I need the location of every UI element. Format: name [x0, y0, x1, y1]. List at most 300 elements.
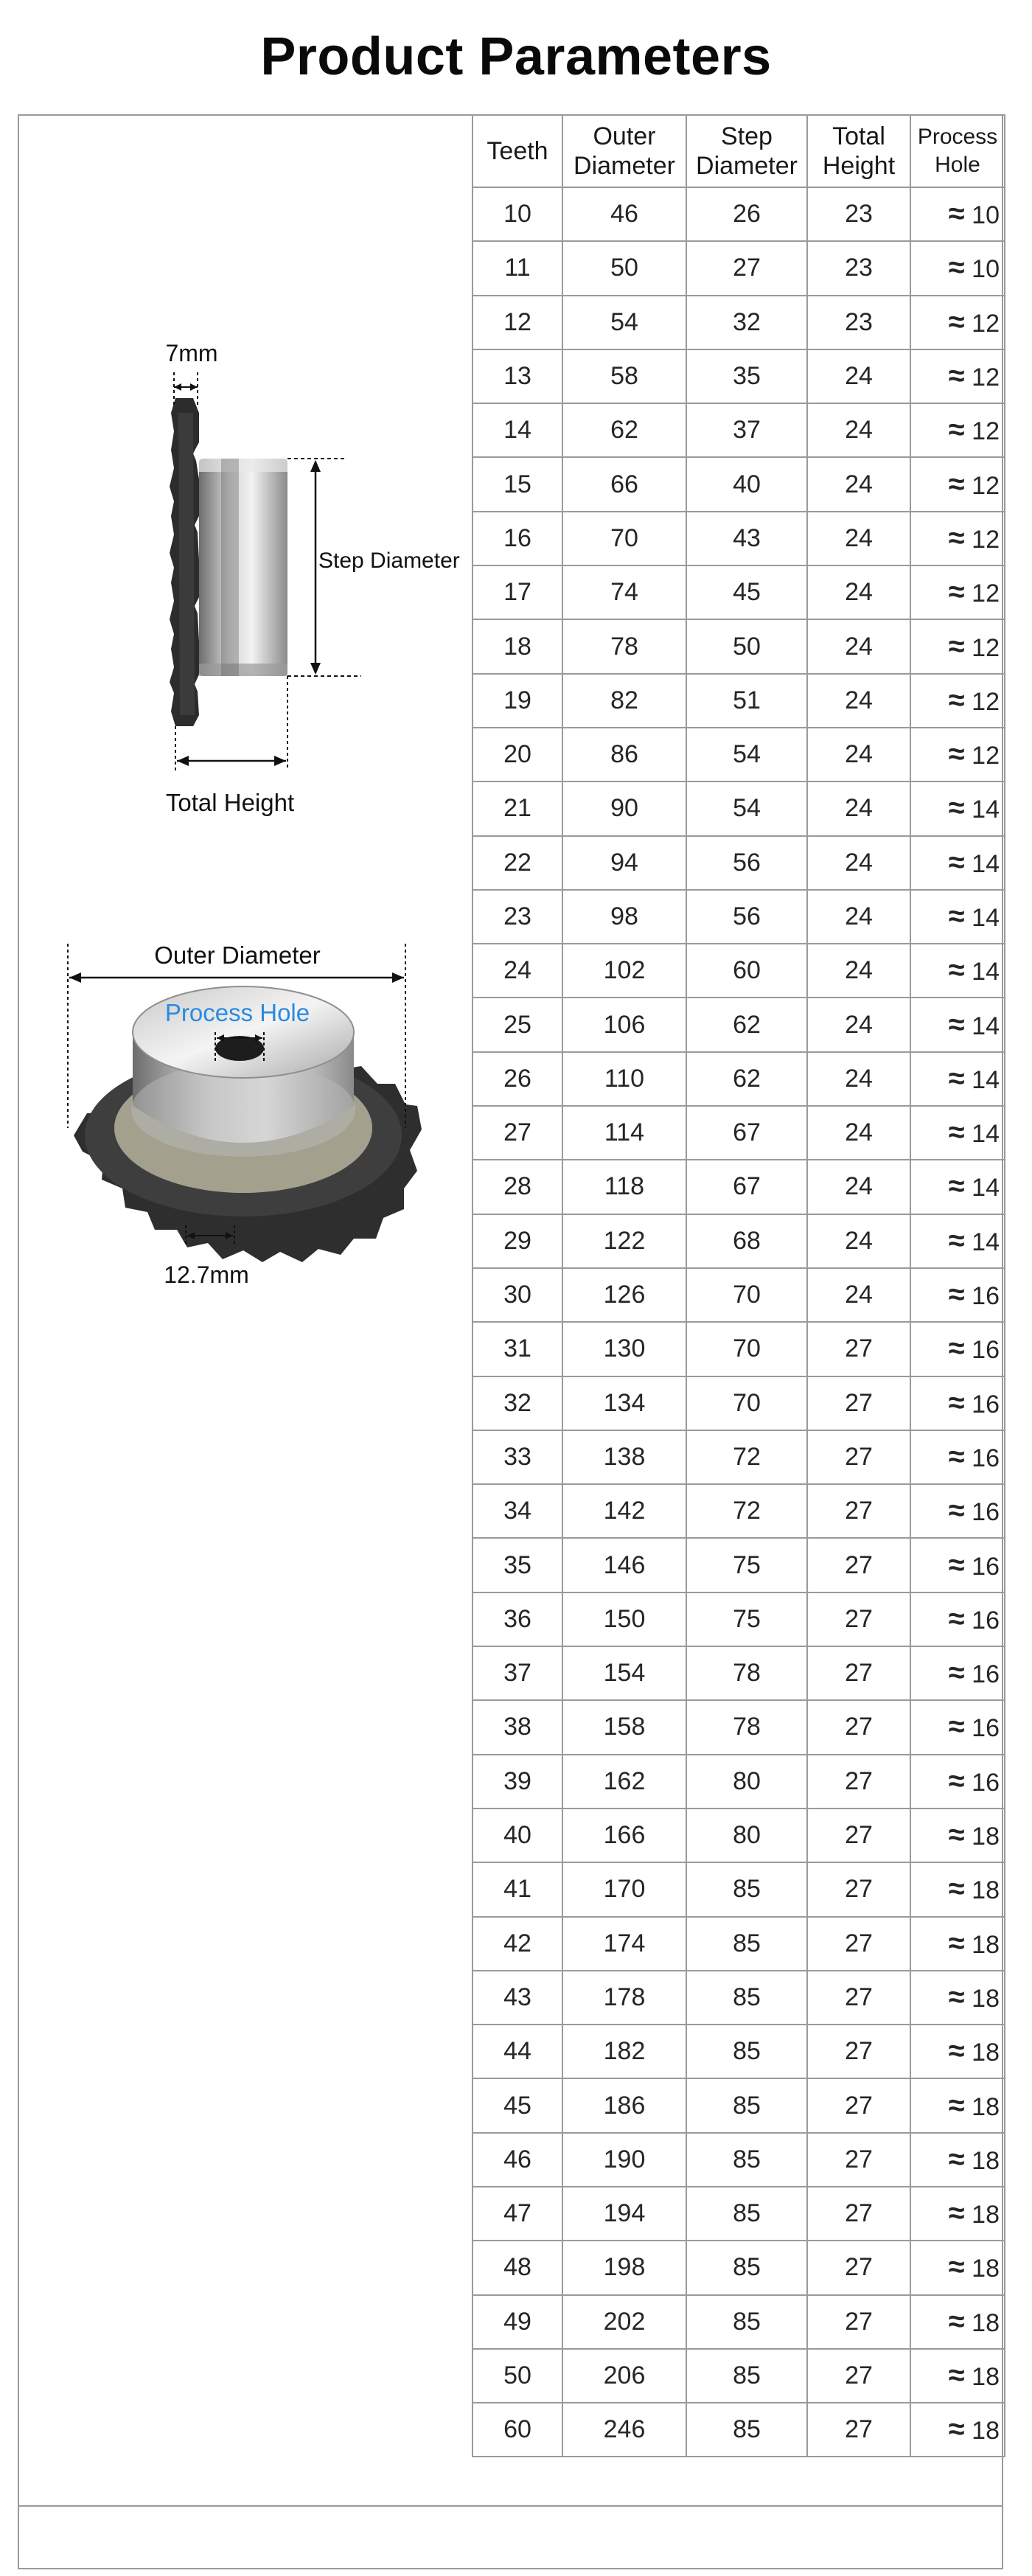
approx-symbol: ≈	[948, 1332, 965, 1365]
table-row	[473, 836, 1005, 890]
process-hole-value: 14	[972, 796, 1000, 824]
cell-step-diameter: 62	[686, 998, 807, 1051]
cell-step-diameter: 80	[686, 1809, 807, 1862]
cell-step-diameter: 56	[686, 890, 807, 944]
cell-outer-diameter: 142	[562, 1484, 686, 1538]
table-row	[473, 1268, 1005, 1322]
cell-outer-diameter: 54	[562, 296, 686, 349]
cell-outer-diameter: 130	[562, 1322, 686, 1376]
cell-process-hole	[910, 187, 1005, 241]
process-hole-value: 18	[972, 2039, 1000, 2067]
cell-teeth: 10	[473, 187, 562, 241]
approx-symbol: ≈	[948, 2035, 965, 2068]
process-hole-value: 16	[972, 1606, 1000, 1635]
cell-process-hole	[910, 2078, 1005, 2132]
cell-outer-diameter: 46	[562, 187, 686, 241]
cell-outer-diameter: 158	[562, 1700, 686, 1754]
cell-teeth: 30	[473, 1268, 562, 1322]
process-hole-value: 18	[972, 1823, 1000, 1851]
table-row	[473, 2133, 1005, 2187]
cell-process-hole	[910, 2133, 1005, 2187]
process-hole-value: 14	[972, 1012, 1000, 1040]
process-hole-value: 12	[972, 742, 1000, 770]
cell-outer-diameter: 246	[562, 2403, 686, 2457]
table-row	[473, 1592, 1005, 1646]
cell-outer-diameter: 58	[562, 349, 686, 403]
table-row	[473, 1160, 1005, 1214]
cell-step-diameter: 32	[686, 296, 807, 349]
cell-step-diameter: 50	[686, 619, 807, 673]
cell-process-hole	[910, 403, 1005, 457]
approx-symbol: ≈	[948, 467, 965, 501]
process-hole-value: 16	[972, 1336, 1000, 1365]
outer-diameter-label: Outer Diameter	[154, 941, 321, 969]
process-hole-value: 10	[972, 201, 1000, 230]
approx-symbol: ≈	[948, 2359, 965, 2392]
cell-total-height: 24	[807, 349, 910, 403]
cell-step-diameter: 45	[686, 565, 807, 619]
table-row	[473, 241, 1005, 295]
cell-teeth: 39	[473, 1755, 562, 1809]
table-row	[473, 728, 1005, 781]
cell-process-hole	[910, 728, 1005, 781]
cell-process-hole	[910, 2241, 1005, 2294]
cell-total-height: 27	[807, 2349, 910, 2403]
approx-symbol: ≈	[948, 792, 965, 825]
approx-symbol: ≈	[948, 630, 965, 663]
cell-total-height: 27	[807, 1700, 910, 1754]
cell-step-diameter: 70	[686, 1322, 807, 1376]
cell-teeth: 38	[473, 1700, 562, 1754]
cell-step-diameter: 75	[686, 1592, 807, 1646]
approx-symbol: ≈	[948, 846, 965, 879]
cell-process-hole	[910, 1214, 1005, 1268]
cell-outer-diameter: 126	[562, 1268, 686, 1322]
approx-symbol: ≈	[948, 900, 965, 933]
cell-outer-diameter: 98	[562, 890, 686, 944]
cell-outer-diameter: 50	[562, 241, 686, 295]
cell-outer-diameter: 162	[562, 1755, 686, 1809]
cell-step-diameter: 80	[686, 1755, 807, 1809]
cell-teeth: 18	[473, 619, 562, 673]
cell-teeth: 49	[473, 2295, 562, 2349]
process-hole-value: 12	[972, 525, 1000, 554]
table-row	[473, 403, 1005, 457]
table-row	[473, 1214, 1005, 1268]
table-row	[473, 1322, 1005, 1376]
process-hole-value: 18	[972, 1984, 1000, 2013]
cell-total-height: 24	[807, 403, 910, 457]
table-row	[473, 1646, 1005, 1700]
cell-total-height: 27	[807, 1322, 910, 1376]
cell-outer-diameter: 202	[562, 2295, 686, 2349]
page-title: Product Parameters	[260, 27, 772, 86]
cell-teeth: 17	[473, 565, 562, 619]
pitch-label: 12.7mm	[164, 1261, 249, 1288]
approx-symbol: ≈	[948, 1278, 965, 1312]
cell-process-hole	[910, 998, 1005, 1051]
cell-outer-diameter: 118	[562, 1160, 686, 1214]
table-row	[473, 944, 1005, 998]
table-row	[473, 565, 1005, 619]
cell-outer-diameter: 86	[562, 728, 686, 781]
cell-teeth: 44	[473, 2025, 562, 2078]
cell-total-height: 24	[807, 512, 910, 565]
process-hole-value: 16	[972, 1660, 1000, 1689]
cell-process-hole	[910, 1052, 1005, 1106]
cell-step-diameter: 85	[686, 2078, 807, 2132]
header-teeth: Teeth	[473, 115, 562, 187]
cell-total-height: 27	[807, 1809, 910, 1862]
process-hole-value: 12	[972, 687, 1000, 716]
cell-total-height: 24	[807, 457, 910, 511]
total-height-label: Total Height	[165, 789, 295, 816]
table-row	[473, 781, 1005, 835]
table-row	[473, 1052, 1005, 1106]
table-row	[473, 1755, 1005, 1809]
cell-step-diameter: 68	[686, 1214, 807, 1268]
table-row	[473, 1809, 1005, 1862]
cell-total-height: 27	[807, 2025, 910, 2078]
cell-outer-diameter: 114	[562, 1106, 686, 1160]
header-step-diameter: Step Diameter	[686, 115, 807, 187]
cell-total-height: 27	[807, 1484, 910, 1538]
cell-teeth: 50	[473, 2349, 562, 2403]
approx-symbol: ≈	[948, 1386, 965, 1419]
cell-teeth: 12	[473, 296, 562, 349]
table-row	[473, 2295, 1005, 2349]
cell-process-hole	[910, 2403, 1005, 2457]
process-hole-value: 18	[972, 2363, 1000, 2392]
cell-step-diameter: 72	[686, 1430, 807, 1484]
cell-process-hole	[910, 1106, 1005, 1160]
cell-total-height: 24	[807, 1052, 910, 1106]
cell-step-diameter: 85	[686, 1862, 807, 1916]
approx-symbol: ≈	[948, 1657, 965, 1690]
process-hole-value: 16	[972, 1552, 1000, 1581]
cell-step-diameter: 40	[686, 457, 807, 511]
approx-symbol: ≈	[948, 954, 965, 987]
cell-total-height: 27	[807, 2078, 910, 2132]
process-hole-value: 12	[972, 471, 1000, 500]
table-row	[473, 2349, 1005, 2403]
table-row	[473, 2078, 1005, 2132]
process-hole-value: 12	[972, 633, 1000, 662]
cell-process-hole	[910, 2295, 1005, 2349]
approx-symbol: ≈	[948, 576, 965, 609]
table-row	[473, 1430, 1005, 1484]
cell-process-hole	[910, 1538, 1005, 1592]
cell-total-height: 27	[807, 1971, 910, 2025]
process-hole-value: 12	[972, 579, 1000, 608]
process-hole-value: 16	[972, 1498, 1000, 1527]
process-hole-value: 18	[972, 2201, 1000, 2229]
process-hole-value: 14	[972, 1174, 1000, 1202]
cell-total-height: 27	[807, 1917, 910, 1971]
table-row	[473, 619, 1005, 673]
cell-total-height: 24	[807, 944, 910, 998]
cell-process-hole	[910, 2187, 1005, 2241]
cell-outer-diameter: 178	[562, 1971, 686, 2025]
cell-process-hole	[910, 781, 1005, 835]
cell-process-hole	[910, 2025, 1005, 2078]
approx-symbol: ≈	[948, 738, 965, 771]
cell-outer-diameter: 190	[562, 2133, 686, 2187]
cell-step-diameter: 78	[686, 1646, 807, 1700]
cell-step-diameter: 72	[686, 1484, 807, 1538]
cell-teeth: 16	[473, 512, 562, 565]
approx-symbol: ≈	[948, 305, 965, 338]
table-row	[473, 349, 1005, 403]
process-hole-value: 16	[972, 1282, 1000, 1311]
process-hole-value: 10	[972, 255, 1000, 284]
table-row	[473, 890, 1005, 944]
cell-teeth: 14	[473, 403, 562, 457]
table-row	[473, 2241, 1005, 2294]
table-row	[473, 296, 1005, 349]
cell-total-height: 24	[807, 781, 910, 835]
cell-step-diameter: 51	[686, 674, 807, 728]
approx-symbol: ≈	[948, 2305, 965, 2338]
approx-symbol: ≈	[948, 198, 965, 231]
process-hole-value: 18	[972, 2417, 1000, 2446]
cell-total-height: 27	[807, 1376, 910, 1430]
cell-outer-diameter: 174	[562, 1917, 686, 1971]
cell-total-height: 24	[807, 890, 910, 944]
cell-step-diameter: 85	[686, 2241, 807, 2294]
header-total-height: Total Height	[807, 115, 910, 187]
cell-outer-diameter: 62	[562, 403, 686, 457]
cell-outer-diameter: 182	[562, 2025, 686, 2078]
cell-process-hole	[910, 1809, 1005, 1862]
process-hole-value: 16	[972, 1390, 1000, 1418]
cell-outer-diameter: 66	[562, 457, 686, 511]
process-hole-value: 14	[972, 1065, 1000, 1094]
approx-symbol: ≈	[948, 1062, 965, 1095]
approx-symbol: ≈	[948, 2142, 965, 2176]
table-row	[473, 1700, 1005, 1754]
cell-step-diameter: 54	[686, 781, 807, 835]
process-hole-value: 18	[972, 1876, 1000, 1905]
process-hole-value: 14	[972, 904, 1000, 932]
cell-outer-diameter: 78	[562, 619, 686, 673]
cell-process-hole	[910, 1268, 1005, 1322]
cell-teeth: 27	[473, 1106, 562, 1160]
cell-process-hole	[910, 1376, 1005, 1430]
cell-step-diameter: 27	[686, 241, 807, 295]
table-header-row	[473, 115, 1005, 187]
table-row	[473, 1106, 1005, 1160]
process-hole-value: 14	[972, 1228, 1000, 1256]
cell-step-diameter: 35	[686, 349, 807, 403]
approx-symbol: ≈	[948, 360, 965, 393]
cell-step-diameter: 85	[686, 2187, 807, 2241]
cell-total-height: 24	[807, 619, 910, 673]
footer-divider	[18, 2505, 1003, 2507]
approx-symbol: ≈	[948, 1170, 965, 1203]
cell-process-hole	[910, 1430, 1005, 1484]
table-row	[473, 998, 1005, 1051]
approx-symbol: ≈	[948, 683, 965, 717]
cell-teeth: 23	[473, 890, 562, 944]
cell-outer-diameter: 186	[562, 2078, 686, 2132]
table-row	[473, 2187, 1005, 2241]
cell-step-diameter: 75	[686, 1538, 807, 1592]
cell-total-height: 27	[807, 1646, 910, 1700]
table-row	[473, 457, 1005, 511]
approx-symbol: ≈	[948, 521, 965, 554]
process-hole-value: 18	[972, 2146, 1000, 2175]
approx-symbol: ≈	[948, 1710, 965, 1744]
approx-symbol: ≈	[948, 1873, 965, 1906]
cell-teeth: 29	[473, 1214, 562, 1268]
cell-process-hole	[910, 836, 1005, 890]
cell-total-height: 27	[807, 2187, 910, 2241]
table-row	[473, 1538, 1005, 1592]
cell-teeth: 15	[473, 457, 562, 511]
cell-teeth: 11	[473, 241, 562, 295]
approx-symbol: ≈	[948, 2413, 965, 2446]
cell-step-diameter: 85	[686, 2025, 807, 2078]
cell-step-diameter: 56	[686, 836, 807, 890]
header-outer-diameter: Outer Diameter	[562, 115, 686, 187]
cell-total-height: 23	[807, 241, 910, 295]
cell-teeth: 34	[473, 1484, 562, 1538]
cell-step-diameter: 37	[686, 403, 807, 457]
table-row	[473, 2403, 1005, 2457]
cell-total-height: 24	[807, 565, 910, 619]
process-hole-value: 14	[972, 1120, 1000, 1149]
cell-teeth: 43	[473, 1971, 562, 2025]
cell-outer-diameter: 110	[562, 1052, 686, 1106]
approx-symbol: ≈	[948, 1602, 965, 1635]
cell-step-diameter: 26	[686, 187, 807, 241]
approx-symbol: ≈	[948, 1926, 965, 1960]
cell-outer-diameter: 146	[562, 1538, 686, 1592]
approx-symbol: ≈	[948, 1819, 965, 1852]
cell-outer-diameter: 70	[562, 512, 686, 565]
approx-symbol: ≈	[948, 1116, 965, 1149]
cell-outer-diameter: 150	[562, 1592, 686, 1646]
sprocket-diagrams	[0, 0, 472, 1327]
sprocket-perspective-view	[68, 944, 422, 1262]
cell-step-diameter: 60	[686, 944, 807, 998]
header-process-hole: Process Hole	[910, 115, 1005, 187]
cell-process-hole	[910, 890, 1005, 944]
cell-total-height: 27	[807, 1430, 910, 1484]
cell-step-diameter: 85	[686, 2349, 807, 2403]
cell-teeth: 31	[473, 1322, 562, 1376]
cell-process-hole	[910, 1971, 1005, 2025]
cell-total-height: 24	[807, 1214, 910, 1268]
cell-teeth: 28	[473, 1160, 562, 1214]
cell-total-height: 24	[807, 728, 910, 781]
cell-outer-diameter: 206	[562, 2349, 686, 2403]
table-row	[473, 1376, 1005, 1430]
cell-step-diameter: 67	[686, 1160, 807, 1214]
cell-process-hole	[910, 512, 1005, 565]
cell-process-hole	[910, 1160, 1005, 1214]
process-hole-value: 18	[972, 2092, 1000, 2121]
cell-process-hole	[910, 1646, 1005, 1700]
cell-total-height: 23	[807, 187, 910, 241]
cell-outer-diameter: 122	[562, 1214, 686, 1268]
cell-step-diameter: 85	[686, 1971, 807, 2025]
process-hole-value: 16	[972, 1768, 1000, 1797]
cell-step-diameter: 43	[686, 512, 807, 565]
cell-teeth: 20	[473, 728, 562, 781]
step-diameter-label: Step Diameter	[318, 549, 460, 573]
cell-process-hole	[910, 944, 1005, 998]
tooth-width-label: 7mm	[165, 340, 218, 366]
cell-total-height: 24	[807, 1160, 910, 1214]
process-hole-value: 14	[972, 958, 1000, 986]
table-row	[473, 674, 1005, 728]
approx-symbol: ≈	[948, 1440, 965, 1473]
cell-step-diameter: 85	[686, 1917, 807, 1971]
cell-total-height: 27	[807, 2133, 910, 2187]
cell-teeth: 13	[473, 349, 562, 403]
cell-outer-diameter: 90	[562, 781, 686, 835]
approx-symbol: ≈	[948, 1548, 965, 1581]
cell-outer-diameter: 194	[562, 2187, 686, 2241]
table-row	[473, 187, 1005, 241]
cell-step-diameter: 67	[686, 1106, 807, 1160]
cell-outer-diameter: 82	[562, 674, 686, 728]
cell-total-height: 24	[807, 674, 910, 728]
cell-step-diameter: 70	[686, 1376, 807, 1430]
cell-outer-diameter: 138	[562, 1430, 686, 1484]
cell-total-height: 24	[807, 1106, 910, 1160]
cell-step-diameter: 85	[686, 2295, 807, 2349]
cell-teeth: 25	[473, 998, 562, 1051]
cell-teeth: 37	[473, 1646, 562, 1700]
approx-symbol: ≈	[948, 1224, 965, 1257]
cell-outer-diameter: 94	[562, 836, 686, 890]
process-hole-value: 18	[972, 1930, 1000, 1959]
process-hole-value: 12	[972, 417, 1000, 446]
cell-total-height: 27	[807, 2295, 910, 2349]
cell-teeth: 60	[473, 2403, 562, 2457]
approx-symbol: ≈	[948, 2197, 965, 2230]
cell-outer-diameter: 166	[562, 1809, 686, 1862]
cell-total-height: 27	[807, 1538, 910, 1592]
process-hole-value: 14	[972, 849, 1000, 878]
cell-total-height: 24	[807, 836, 910, 890]
table-row	[473, 1971, 1005, 2025]
approx-symbol: ≈	[948, 1008, 965, 1041]
cell-outer-diameter: 106	[562, 998, 686, 1051]
cell-teeth: 26	[473, 1052, 562, 1106]
cell-process-hole	[910, 1917, 1005, 1971]
cell-process-hole	[910, 1862, 1005, 1916]
cell-total-height: 23	[807, 296, 910, 349]
cell-teeth: 21	[473, 781, 562, 835]
cell-process-hole	[910, 2349, 1005, 2403]
cell-outer-diameter: 74	[562, 565, 686, 619]
cell-step-diameter: 85	[686, 2403, 807, 2457]
cell-teeth: 40	[473, 1809, 562, 1862]
cell-step-diameter: 78	[686, 1700, 807, 1754]
cell-process-hole	[910, 241, 1005, 295]
cell-teeth: 45	[473, 2078, 562, 2132]
cell-process-hole	[910, 1592, 1005, 1646]
cell-teeth: 47	[473, 2187, 562, 2241]
process-hole-value: 12	[972, 309, 1000, 338]
cell-step-diameter: 70	[686, 1268, 807, 1322]
cell-process-hole	[910, 619, 1005, 673]
approx-symbol: ≈	[948, 2089, 965, 2122]
